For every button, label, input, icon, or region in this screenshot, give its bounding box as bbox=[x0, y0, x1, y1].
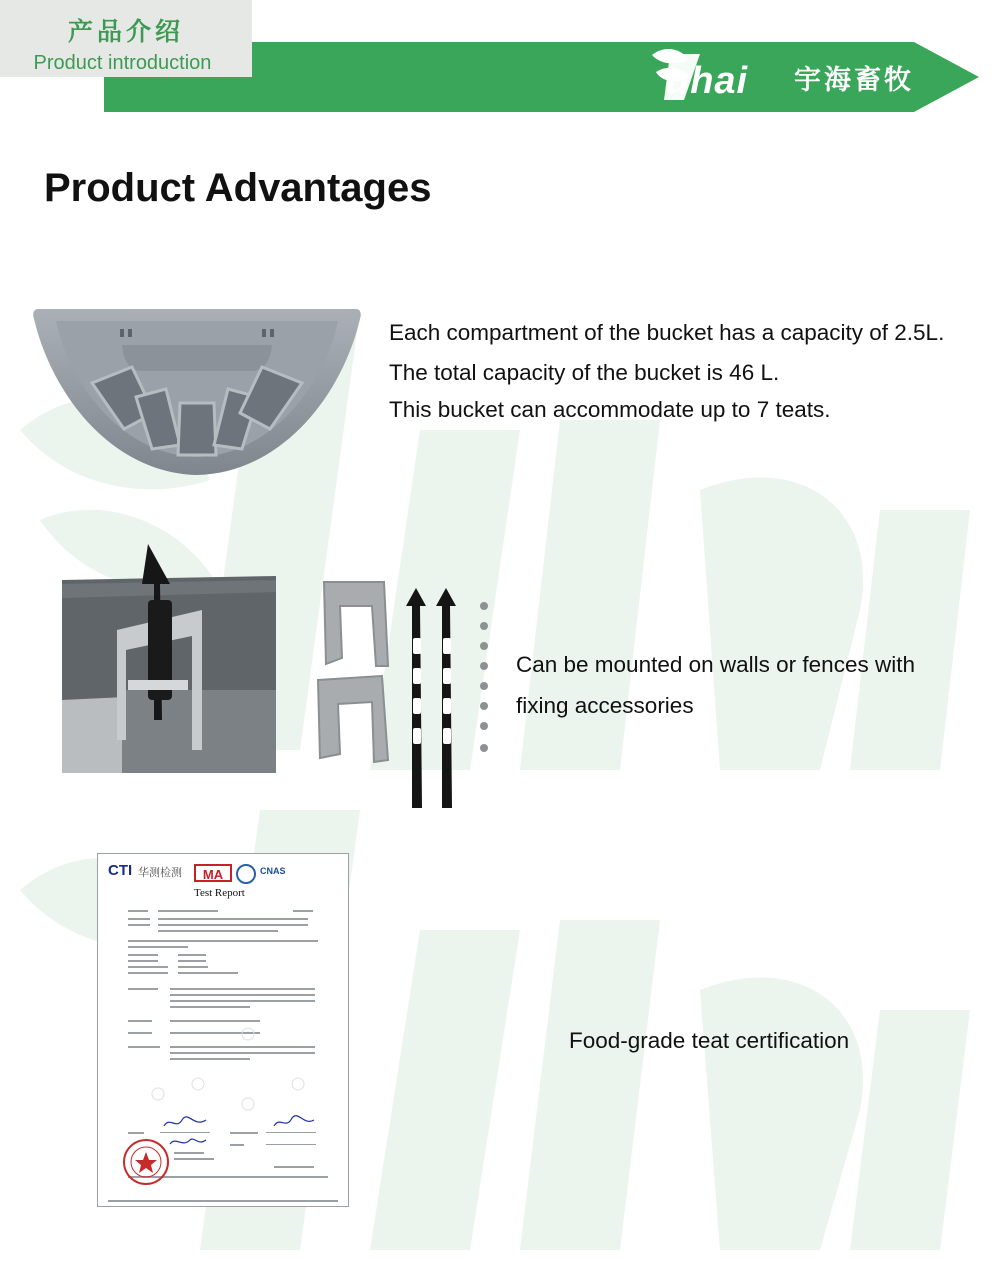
section-tab bbox=[0, 0, 252, 77]
feature-certification-line: Food-grade teat certification bbox=[569, 1028, 850, 1053]
bucket-image bbox=[32, 305, 362, 480]
cti-logo-cn: 华测检测 bbox=[138, 866, 182, 879]
section-tab-title-cn: 产品介绍 bbox=[67, 17, 184, 46]
feature-mounting-line: fixing accessories bbox=[516, 693, 694, 718]
cti-logo: CTI bbox=[108, 862, 133, 879]
feature-capacity-line: The total capacity of the bucket is 46 L. bbox=[389, 360, 780, 385]
page-title: Product Advantages bbox=[44, 166, 432, 210]
brand-name-cn: 宇海畜牧 bbox=[794, 65, 914, 96]
certificate-body-lines bbox=[98, 904, 349, 1207]
certificate-title: Test Report bbox=[194, 887, 245, 899]
feature-capacity-text bbox=[389, 320, 1000, 430]
feature-certification-text bbox=[569, 1028, 969, 1068]
mounted-bucket-photo bbox=[62, 540, 276, 773]
brand-name-latin: uhai bbox=[666, 60, 749, 102]
ilac-mark-icon bbox=[236, 864, 256, 884]
feature-mounting-text bbox=[516, 652, 986, 732]
ma-mark: MA bbox=[194, 864, 232, 882]
feature-capacity-line: Each compartment of the bucket has a capacity of 2.5L. bbox=[389, 320, 945, 345]
test-report-certificate bbox=[97, 853, 349, 1207]
fixing-accessories-image bbox=[312, 578, 496, 813]
feature-capacity-line: This bucket can accommodate up to 7 teats. bbox=[389, 397, 831, 422]
cnas-mark: CNAS bbox=[260, 866, 286, 876]
section-tab-title-en: Product introduction bbox=[33, 52, 212, 74]
feature-mounting-line: Can be mounted on walls or fences with bbox=[516, 652, 915, 677]
